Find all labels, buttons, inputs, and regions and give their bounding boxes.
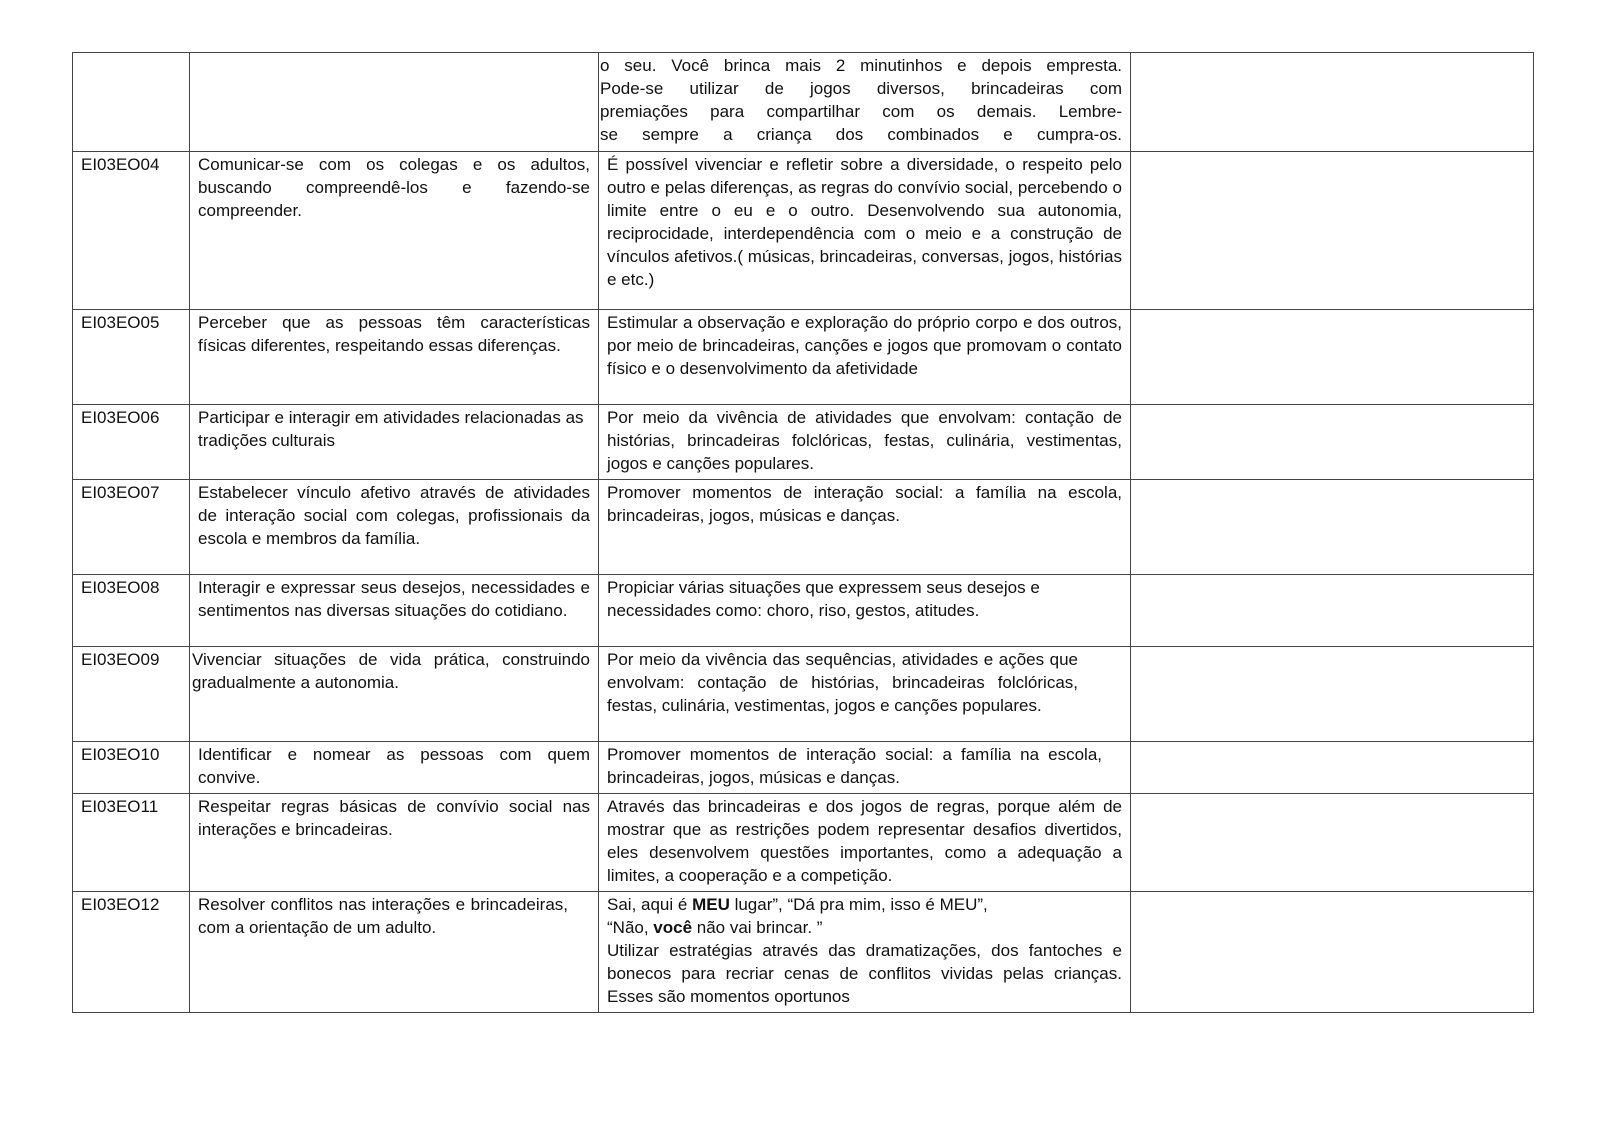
code-cell [73, 53, 190, 152]
objective-cell [190, 53, 599, 152]
table-row [73, 480, 1534, 575]
notes-cell [1131, 480, 1534, 575]
emphasis-text: MEU [692, 895, 730, 914]
code-cell: EI03EO08 [73, 575, 190, 647]
code-cell: EI03EO11 [73, 794, 190, 892]
quote-line: “Não, você não vai brincar. ” [607, 918, 823, 937]
code-cell: EI03EO04 [73, 152, 190, 310]
experience-cell: Estimular a observação e exploração do próprio corpo e dos outros, por meio de brincadeiras, canções e jogos que promovam o contato físico e o desenvolvimento da afetividade [599, 310, 1131, 405]
experience-line: premiações para compartilhar com os demais. Lembre- [600, 102, 1122, 121]
code-cell: EI03EO12 [73, 892, 190, 1013]
experience-cell: Por meio da vivência das sequências, atividades e ações que envolvam: contação de histórias, brincadeiras folclóricas, festas, culinária, vestimentas, jogos e canções populares. [599, 647, 1131, 742]
curriculum-table [72, 52, 1534, 1013]
table-row [73, 794, 1534, 892]
experience-cell: Promover momentos de interação social: a família na escola, brincadeiras, jogos, músicas e danças. [599, 742, 1131, 794]
quote-line: Sai, aqui é MEU lugar”, “Dá pra mim, isso é MEU”, [607, 895, 988, 914]
table-row [73, 310, 1534, 405]
objective-cell: Respeitar regras básicas de convívio social nas interações e brincadeiras. [190, 794, 599, 892]
code-cell: EI03EO06 [73, 405, 190, 480]
code-cell: EI03EO07 [73, 480, 190, 575]
table-row [73, 53, 1534, 152]
experience-cell [599, 892, 1131, 1013]
code-cell: EI03EO09 [73, 647, 190, 742]
objective-cell: Estabelecer vínculo afetivo através de atividades de interação social com colegas, profissionais da escola e membros da família. [190, 480, 599, 575]
table-row [73, 742, 1534, 794]
objective-cell: Vivenciar situações de vida prática, construindo gradualmente a autonomia. [190, 647, 599, 742]
objective-cell: Interagir e expressar seus desejos, necessidades e sentimentos nas diversas situações do cotidiano. [190, 575, 599, 647]
experience-line: se sempre a criança dos combinados e cumpra-os. [600, 125, 1122, 144]
objective-cell: Comunicar-se com os colegas e os adultos, buscando compreendê-los e fazendo-se compreender. [190, 152, 599, 310]
notes-cell [1131, 647, 1534, 742]
notes-cell [1131, 53, 1534, 152]
table-row [73, 405, 1534, 480]
objective-cell: Resolver conflitos nas interações e brincadeiras, com a orientação de um adulto. [190, 892, 599, 1013]
table-row [73, 152, 1534, 310]
notes-cell [1131, 405, 1534, 480]
objective-cell: Participar e interagir em atividades relacionadas as tradições culturais [190, 405, 599, 480]
notes-cell [1131, 742, 1534, 794]
table-row [73, 575, 1534, 647]
notes-cell [1131, 575, 1534, 647]
experience-cell: Propiciar várias situações que expressem seus desejos e necessidades como: choro, riso, gestos, atitudes. [599, 575, 1131, 647]
experience-line: o seu. Você brinca mais 2 minutinhos e depois empresta. [600, 56, 1122, 75]
experience-paragraph: Utilizar estratégias através das dramatizações, dos fantoches e bonecos para recriar cenas de conflitos vividas pelas crianças. Esses são momentos oportunos [607, 941, 1122, 1006]
emphasis-text: você [653, 918, 693, 937]
notes-cell [1131, 892, 1534, 1013]
objective-cell: Identificar e nomear as pessoas com quem convive. [190, 742, 599, 794]
experience-cell: Através das brincadeiras e dos jogos de regras, porque além de mostrar que as restrições podem representar desafios divertidos, eles desenvolvem questões importantes, como a adequação a limites, a cooperação e a competição. [599, 794, 1131, 892]
code-cell: EI03EO05 [73, 310, 190, 405]
notes-cell [1131, 310, 1534, 405]
experience-cell [599, 53, 1131, 152]
code-cell: EI03EO10 [73, 742, 190, 794]
experience-cell: É possível vivenciar e refletir sobre a diversidade, o respeito pelo outro e pelas diferenças, as regras do convívio social, percebendo o limite entre o eu e o outro. Desenvolvendo sua autonomia, reciprocidade, interdependência com o meio e a construção de vínculos afetivos.( músicas, brincadeiras, conversas, jogos, histórias e etc.) [599, 152, 1131, 310]
experience-line: Pode-se utilizar de jogos diversos, brincadeiras com [600, 79, 1122, 98]
objective-cell: Perceber que as pessoas têm características físicas diferentes, respeitando essas diferenças. [190, 310, 599, 405]
notes-cell [1131, 794, 1534, 892]
experience-cell: Por meio da vivência de atividades que envolvam: contação de histórias, brincadeiras folclóricas, festas, culinária, vestimentas, jogos e canções populares. [599, 405, 1131, 480]
experience-cell: Promover momentos de interação social: a família na escola, brincadeiras, jogos, músicas e danças. [599, 480, 1131, 575]
table-row [73, 647, 1534, 742]
table-row [73, 892, 1534, 1013]
notes-cell [1131, 152, 1534, 310]
